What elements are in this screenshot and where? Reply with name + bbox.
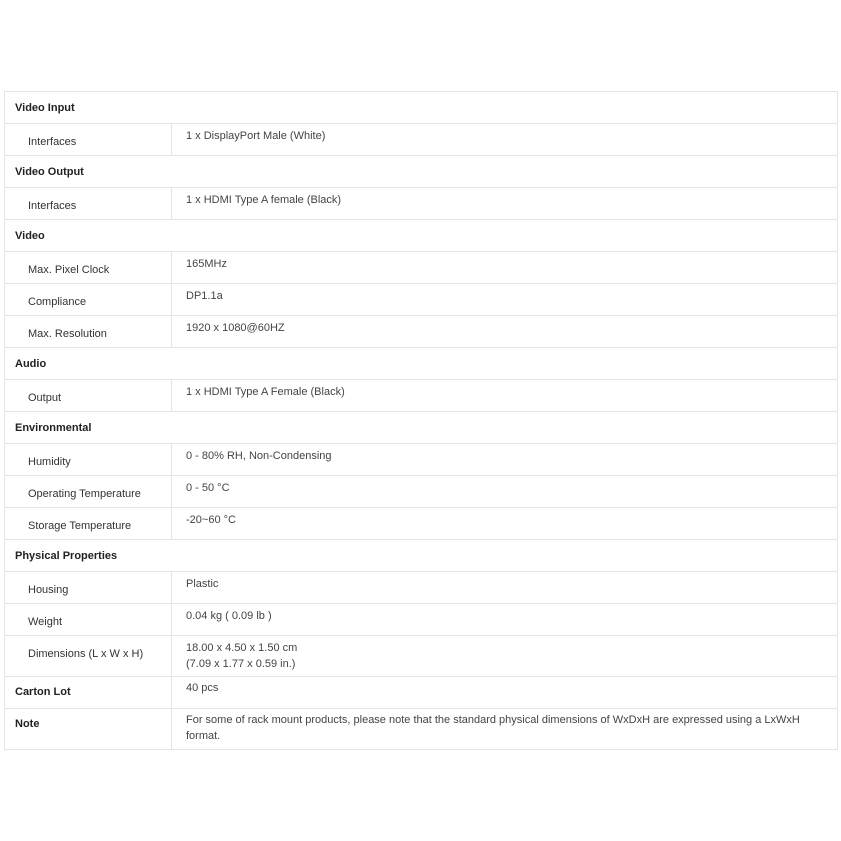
table-row (5, 572, 838, 604)
table-row-carton-lot (5, 677, 838, 709)
row-value: 1 x HDMI Type A Female (Black) (186, 386, 345, 398)
spec-table (4, 91, 838, 750)
row-label: Dimensions (L x W x H) (28, 648, 144, 660)
section-audio (5, 348, 838, 380)
table-row (5, 476, 838, 508)
section-title: Environmental (15, 422, 92, 434)
row-label: Interfaces (28, 136, 77, 148)
row-label: Interfaces (28, 200, 77, 212)
row-value: 165MHz (186, 258, 227, 270)
row-value: 1 x DisplayPort Male (White) (186, 130, 326, 142)
row-value: 0 - 50 °C (186, 482, 230, 494)
table-row (5, 316, 838, 348)
row-value (172, 636, 837, 672)
table-row (5, 284, 838, 316)
row-label: Max. Pixel Clock (28, 264, 110, 276)
table-row (5, 508, 838, 540)
row-label: Note (15, 718, 40, 730)
section-title: Audio (15, 358, 47, 370)
table-row (5, 124, 838, 156)
table-row (5, 604, 838, 636)
dimensions-metric: 18.00 x 4.50 x 1.50 cm (186, 642, 298, 654)
row-value: 1920 x 1080@60HZ (186, 322, 285, 334)
row-label: Max. Resolution (28, 328, 107, 340)
row-label: Carton Lot (15, 686, 71, 698)
row-label: Compliance (28, 296, 87, 308)
dimensions-imperial: (7.09 x 1.77 x 0.59 in.) (186, 658, 296, 670)
section-environmental (5, 412, 838, 444)
table-row-note (5, 709, 838, 750)
section-video-output (5, 156, 838, 188)
row-value: 1 x HDMI Type A female (Black) (186, 194, 342, 206)
section-physical-properties (5, 540, 838, 572)
section-title: Video Input (15, 102, 75, 114)
section-title: Video (15, 230, 45, 242)
row-label: Weight (28, 616, 63, 628)
table-row (5, 188, 838, 220)
row-label: Operating Temperature (28, 488, 141, 500)
section-title: Physical Properties (15, 550, 118, 562)
row-label: Output (28, 392, 62, 404)
row-value: DP1.1a (186, 290, 223, 302)
row-label: Humidity (28, 456, 71, 468)
table-row (5, 380, 838, 412)
row-value: 0 - 80% RH, Non-Condensing (186, 450, 332, 462)
table-row (5, 252, 838, 284)
section-title: Video Output (15, 166, 84, 178)
section-video-input (5, 92, 838, 124)
table-row (5, 636, 838, 677)
row-label: Housing (28, 584, 69, 596)
row-value: For some of rack mount products, please note that the standard physical dimensions of WxDxH are expressed using a LxWxH format. (186, 714, 800, 742)
row-value: Plastic (186, 578, 219, 590)
section-video (5, 220, 838, 252)
row-value: 0.04 kg ( 0.09 lb ) (186, 610, 272, 622)
row-label: Storage Temperature (28, 520, 132, 532)
table-row (5, 444, 838, 476)
row-value: 40 pcs (186, 682, 219, 694)
row-value: -20~60 °C (186, 514, 236, 526)
